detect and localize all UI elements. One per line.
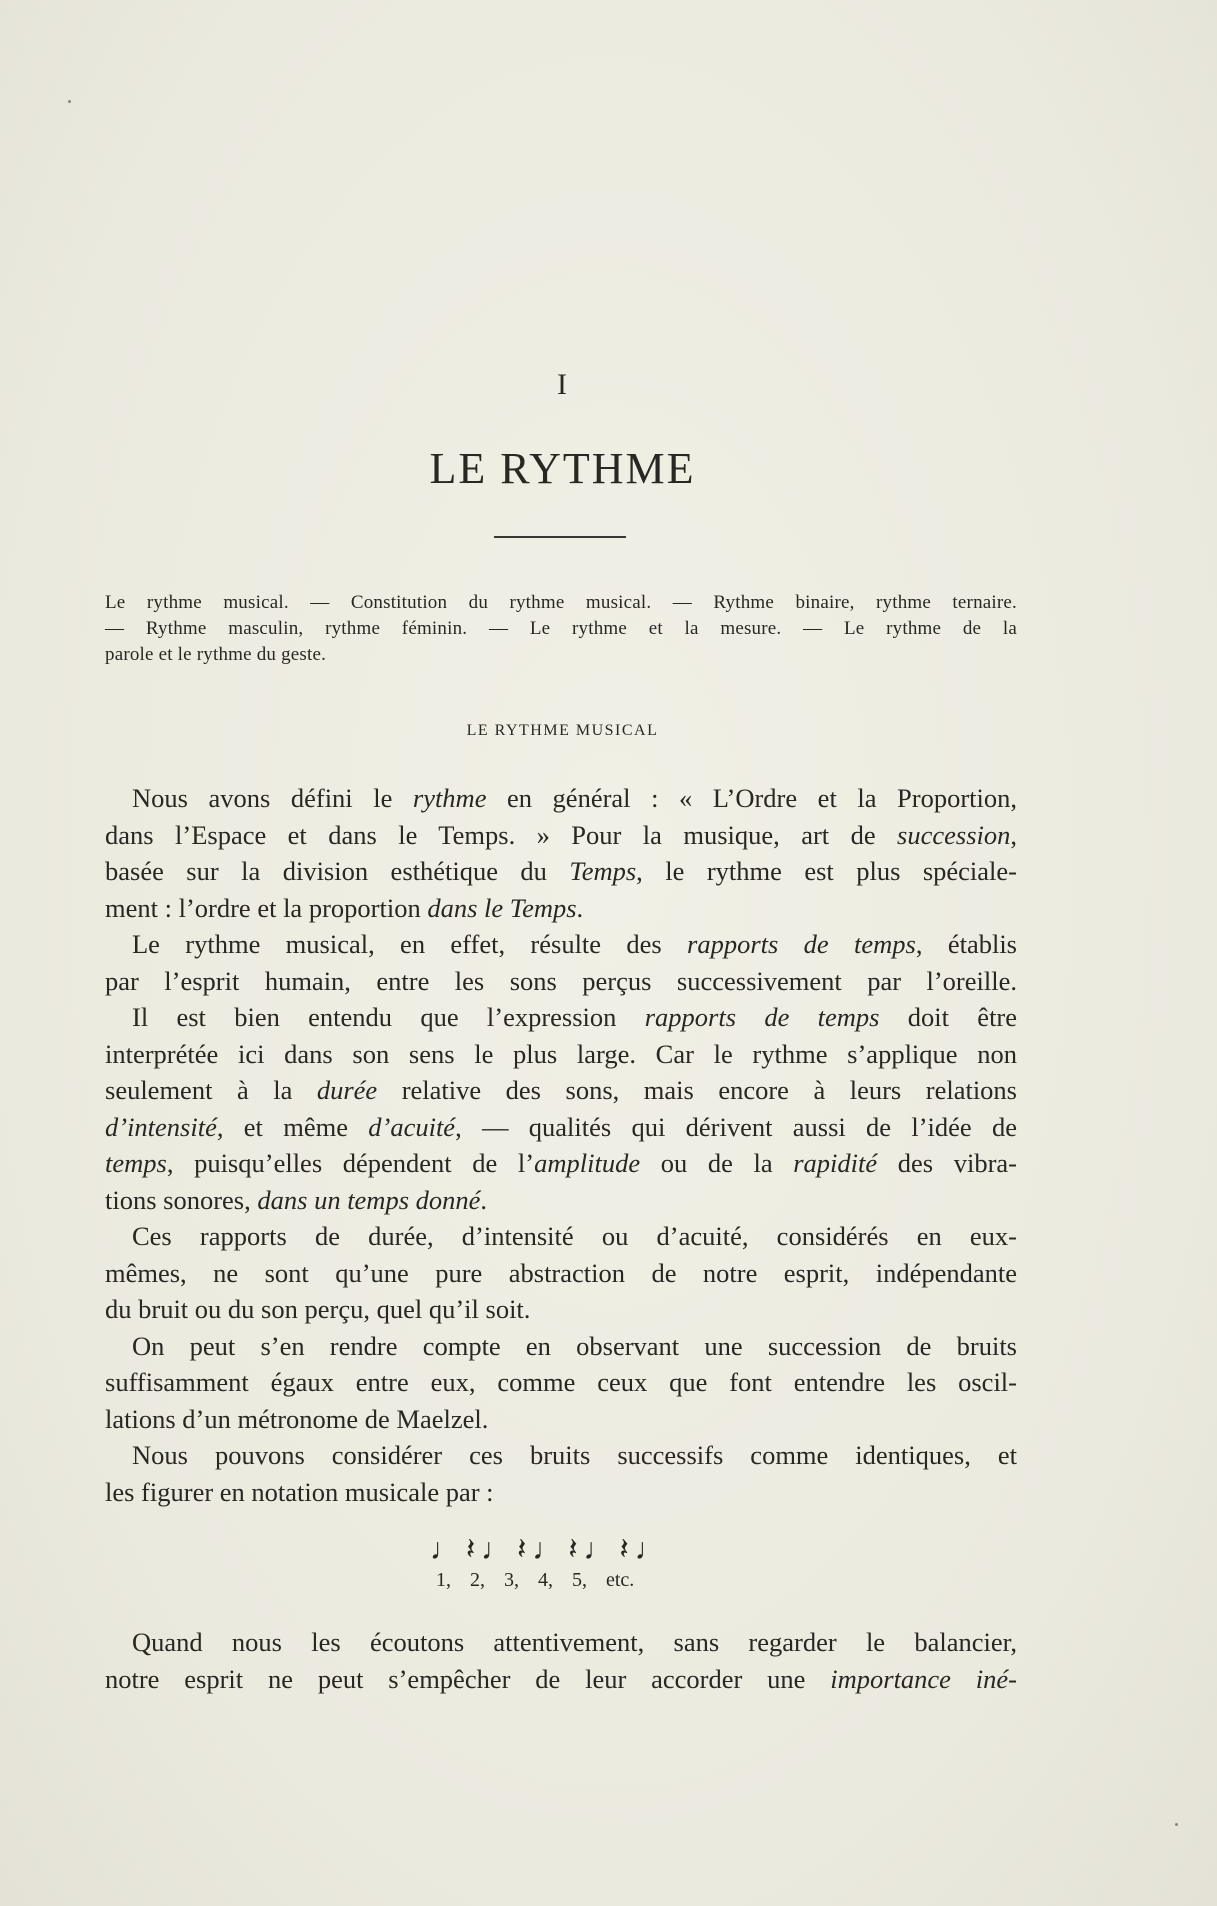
body-text-continued [105, 1624, 1017, 1697]
chapter-summary [105, 590, 1017, 668]
body-text [105, 780, 1017, 1510]
section-heading: LE RYTHME MUSICAL [466, 722, 659, 739]
text-line: Le rythme musical, en effet, résulte des rapports de temps, établis [132, 929, 1017, 959]
text-line: Quand nous les écoutons attentivement, sans regarder le balancier, [132, 1627, 1017, 1657]
text-line: On peut s’en rendre compte en observant une succession de bruits [132, 1330, 1017, 1361]
text-line: dans l’Espace et dans le Temps. » Pour la musique, art de succession, [105, 819, 1017, 850]
paper-speck [1175, 1823, 1178, 1826]
quarter-notes-and-rests: ♩𝄽♩𝄽♩𝄽♩𝄽♩ [430, 1533, 671, 1566]
text-line: interprétée ici dans son sens le plus large. Car le rythme s’applique non [105, 1038, 1017, 1069]
text-line: mêmes, ne sont qu’une pure abstraction de notre esprit, indépendante [105, 1257, 1017, 1288]
text-line: par l’esprit humain, entre les sons perçus successivement par l’oreille. [105, 965, 1017, 996]
text-line: notre esprit ne peut s’empêcher de leur accorder une importance iné- [105, 1663, 1017, 1694]
beat-counts: 1, 2, 3, 4, 5, etc. [436, 1569, 635, 1591]
text-line: ment : l’ordre et la proportion dans le Temps. [105, 892, 584, 923]
text-line: basée sur la division esthétique du Temps, le rythme est plus spéciale- [105, 856, 1017, 886]
text-line: du bruit ou du son perçu, quel qu’il soit. [105, 1294, 531, 1324]
music-notation [430, 1533, 750, 1593]
chapter-number: I [557, 368, 568, 401]
text-line: tions sonores, dans un temps donné. [105, 1184, 488, 1215]
text-line: lations d’un métronome de Maelzel. [105, 1403, 489, 1434]
text-line: temps, puisqu’elles dépendent de l’amplitude ou de la rapidité des vibra- [105, 1148, 1017, 1178]
paper-speck [68, 100, 71, 103]
summary-line: parole et le rythme du geste. [105, 644, 327, 665]
title-divider [494, 536, 626, 538]
text-line: seulement à la durée relative des sons, mais encore à leurs relations [105, 1075, 1017, 1105]
text-line: les figurer en notation musicale par : [105, 1476, 494, 1507]
summary-line: — Rythme masculin, rythme féminin. — Le rythme et la mesure. — Le rythme de la [105, 618, 1017, 639]
text-line: Il est bien entendu que l’expression rapports de temps doit être [132, 1002, 1018, 1032]
text-line: Ces rapports de durée, d’intensité ou d’acuité, considérés en eux- [132, 1221, 1017, 1251]
text-line: Nous avons défini le rythme en général : « L’Ordre et la Proportion, [132, 783, 1017, 813]
text-line: suffisamment égaux entre eux, comme ceux que font entendre les oscil- [105, 1367, 1017, 1397]
summary-line: Le rythme musical. — Constitution du rythme musical. — Rythme binaire, rythme ternaire. [105, 592, 1017, 613]
text-line: Nous pouvons considérer ces bruits successifs comme identiques, et [132, 1440, 1017, 1470]
chapter-title: LE RYTHME [429, 444, 696, 493]
text-line: d’intensité, et même d’acuité, — qualités qui dérivent aussi de l’idée de [105, 1111, 1017, 1142]
